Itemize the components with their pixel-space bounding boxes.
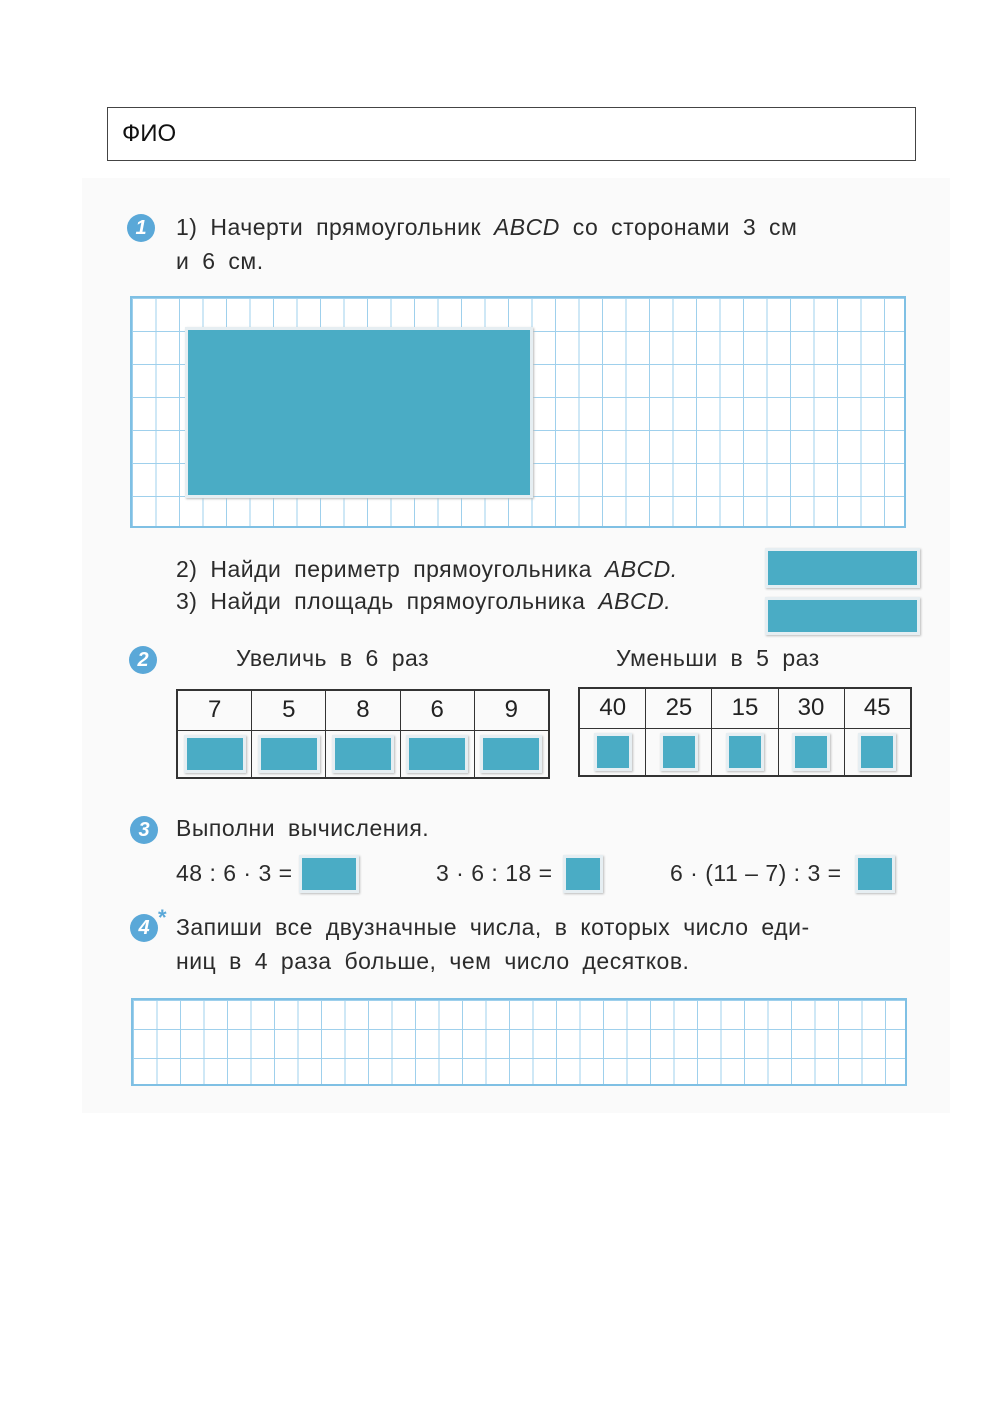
- writing-grid-4[interactable]: [131, 998, 907, 1086]
- decrease-answer-cell: [646, 728, 712, 776]
- decrease-value-cell: 40: [579, 688, 646, 728]
- decrease-answer-box[interactable]: [858, 733, 896, 771]
- fio-box[interactable]: [107, 107, 916, 161]
- increase-answer-box[interactable]: [406, 735, 468, 773]
- task-1-line1-rest: со сторонами 3 см: [572, 214, 798, 240]
- increase-answer-box[interactable]: [332, 735, 394, 773]
- task-4-line2: ниц в 4 раза больше, чем число десятков.: [176, 948, 690, 974]
- rectangle-answer-box[interactable]: [185, 327, 533, 498]
- increase-value-cell: 8: [326, 690, 400, 730]
- task-2-left-title: Увеличь в 6 раз: [236, 645, 430, 671]
- expr1-answer-box[interactable]: [299, 855, 359, 893]
- decrease-value-cell: 45: [844, 688, 911, 728]
- increase-answer-box[interactable]: [184, 735, 246, 773]
- increase-answer-box[interactable]: [258, 735, 320, 773]
- task-3-expr2: 3 · 6 : 18 =: [436, 860, 553, 886]
- increase-answer-cell: [326, 730, 400, 778]
- increase-answer-box[interactable]: [480, 735, 542, 773]
- task-1-q2-text: 2) Найди периметр прямоугольника: [176, 556, 592, 582]
- task-1-line1-text: 1) Начерти прямоугольник: [176, 214, 482, 240]
- task-1-q3-abcd: ABCD.: [598, 588, 672, 614]
- expr3-answer-box[interactable]: [855, 855, 895, 893]
- increase-table: [176, 689, 550, 779]
- decrease-answer-box[interactable]: [594, 733, 632, 771]
- task-1-q2-abcd: ABCD.: [604, 556, 678, 582]
- task-1-q3: [176, 588, 671, 615]
- task-3-expr1: 48 : 6 · 3 =: [176, 860, 293, 886]
- task-1-q2: [176, 556, 678, 583]
- increase-value-cell: 9: [474, 690, 549, 730]
- expr2-answer-box[interactable]: [563, 855, 603, 893]
- decrease-table: [578, 687, 912, 777]
- decrease-value-cell: 15: [712, 688, 778, 728]
- task-4-line1: Запиши все двузначные числа, в которых число еди-: [176, 914, 810, 940]
- area-answer-box[interactable]: [765, 597, 920, 635]
- decrease-answer-box[interactable]: [660, 733, 698, 771]
- fio-label: ФИО: [122, 120, 177, 147]
- increase-answer-cell: [252, 730, 326, 778]
- decrease-answer-box[interactable]: [792, 733, 830, 771]
- task-3-expr3: 6 · (11 – 7) : 3 =: [670, 860, 842, 886]
- increase-answer-cell: [177, 730, 252, 778]
- task-2-right-title: Уменьши в 5 раз: [616, 645, 820, 671]
- task-4-star-icon: *: [158, 905, 167, 930]
- increase-answer-cell: [400, 730, 474, 778]
- task-1-abcd: ABCD: [493, 214, 560, 240]
- task-3-title: Выполни вычисления.: [176, 815, 430, 841]
- task-2-badge: 2: [129, 646, 157, 674]
- decrease-answer-cell: [778, 728, 844, 776]
- decrease-answer-cell: [712, 728, 778, 776]
- task-1-line1: [176, 214, 797, 241]
- decrease-value-cell: 30: [778, 688, 844, 728]
- decrease-value-cell: 25: [646, 688, 712, 728]
- task-4-badge: 4: [130, 914, 158, 942]
- task-3-badge: 3: [130, 816, 158, 844]
- perimeter-answer-box[interactable]: [765, 548, 920, 588]
- increase-value-cell: 7: [177, 690, 252, 730]
- task-1-q3-text: 3) Найди площадь прямоугольника: [176, 588, 586, 614]
- decrease-answer-cell: [579, 728, 646, 776]
- increase-value-cell: 5: [252, 690, 326, 730]
- increase-answer-cell: [474, 730, 549, 778]
- increase-value-cell: 6: [400, 690, 474, 730]
- decrease-answer-box[interactable]: [726, 733, 764, 771]
- task-1-line2: и 6 см.: [176, 248, 264, 274]
- decrease-answer-cell: [844, 728, 911, 776]
- task-1-badge: 1: [127, 214, 155, 242]
